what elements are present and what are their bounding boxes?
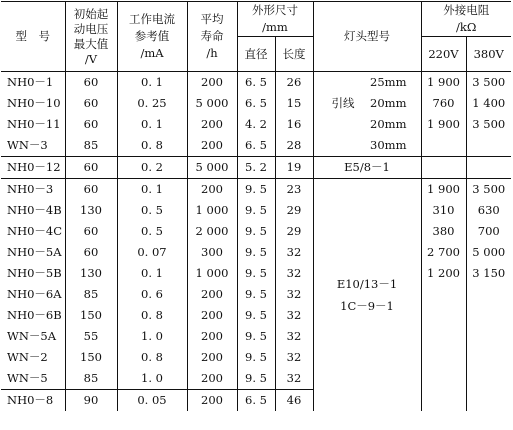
- cell-model: NH0－4B: [1, 200, 65, 221]
- header-resistor-l2: /kΩ: [456, 20, 477, 34]
- cell-voltage: 85: [65, 368, 117, 390]
- cell-current: 1. 0: [117, 326, 187, 347]
- cell-r380: [466, 305, 511, 326]
- cell-life: 200: [187, 347, 237, 368]
- cell-diameter: 9. 5: [237, 347, 275, 368]
- cell-lamp: 20mm: [313, 114, 421, 135]
- cell-r380: [466, 368, 511, 390]
- cell-r220: 2 700: [421, 242, 466, 263]
- cell-length: 28: [275, 135, 313, 157]
- header-dims: [237, 2, 313, 37]
- cell-current: 0. 1: [117, 72, 187, 94]
- cell-voltage: 55: [65, 326, 117, 347]
- cell-life: 200: [187, 390, 237, 412]
- cell-r220: [421, 390, 466, 412]
- table-row: [1, 305, 511, 326]
- cell-lamp: [313, 93, 421, 114]
- cell-current: 1. 0: [117, 368, 187, 390]
- cell-voltage: 60: [65, 72, 117, 94]
- cell-voltage: 60: [65, 157, 117, 179]
- cell-r220: 1 900: [421, 179, 466, 201]
- cell-lamp: E5/8－1: [313, 157, 421, 179]
- cell-lamp-group3: [313, 179, 421, 412]
- cell-model: NH0－3: [1, 179, 65, 201]
- cell-length: 32: [275, 284, 313, 305]
- cell-current: 0. 1: [117, 114, 187, 135]
- header-resistor: [421, 2, 511, 37]
- cell-current: 0. 6: [117, 284, 187, 305]
- cell-r220: [421, 347, 466, 368]
- header-dims-l1: 外形尺寸: [252, 3, 298, 17]
- cell-r380: 3 500: [472, 75, 506, 89]
- cell-voltage: 85: [65, 284, 117, 305]
- cell-life: 200: [187, 305, 237, 326]
- table-row: [1, 390, 511, 412]
- cell-diameter: 9. 5: [237, 242, 275, 263]
- cell-length: 46: [275, 390, 313, 412]
- cell-current: 0. 8: [117, 305, 187, 326]
- header-current-l1: 工作电流: [129, 12, 175, 26]
- cell-current: 0. 2: [117, 157, 187, 179]
- cell-life: 200: [187, 284, 237, 305]
- cell-model: NH0－1: [1, 72, 65, 94]
- header-current-l3: /mA: [140, 46, 164, 60]
- cell-voltage: 60: [65, 179, 117, 201]
- cell-current: 0. 8: [117, 135, 187, 157]
- cell-voltage: 60: [65, 114, 117, 135]
- header-life-l2: 寿命: [200, 29, 224, 43]
- cell-model: NH0－6B: [1, 305, 65, 326]
- cell-diameter: 9. 5: [237, 263, 275, 284]
- header-life-l1: 平均: [200, 12, 224, 26]
- cell-model: WN－3: [1, 135, 65, 157]
- cell-current: 0. 5: [117, 200, 187, 221]
- cell-diameter: 9. 5: [237, 305, 275, 326]
- header-diameter: 直径: [237, 37, 275, 72]
- cell-life: 2 000: [187, 221, 237, 242]
- cell-current: 0. 25: [117, 93, 187, 114]
- cell-diameter: 5. 2: [237, 157, 275, 179]
- cell-r380: 3 150: [472, 266, 506, 280]
- cell-length: 23: [275, 179, 313, 201]
- cell-voltage: 85: [65, 135, 117, 157]
- cell-model: NH0－12: [1, 157, 65, 179]
- cell-length: 32: [275, 305, 313, 326]
- cell-length: 15: [275, 93, 313, 114]
- cell-r220: [421, 284, 466, 305]
- cell-length: 32: [275, 368, 313, 390]
- cell-r380: 5 000: [472, 245, 506, 259]
- cell-r220: 1 900: [421, 72, 466, 94]
- cell-life: 200: [187, 368, 237, 390]
- cell-voltage: 60: [65, 221, 117, 242]
- cell-diameter: 9. 5: [237, 200, 275, 221]
- cell-r380: [466, 390, 511, 412]
- cell-model: NH0－5A: [1, 242, 65, 263]
- cell-r380: 3 500: [472, 117, 506, 131]
- cell-r220: 1 900: [421, 114, 466, 135]
- table-row: [1, 179, 511, 201]
- table-row: [1, 263, 511, 284]
- header-resistor-l1: 外接电阻: [443, 3, 490, 17]
- cell-life: 200: [187, 72, 237, 94]
- cell-length: 29: [275, 200, 313, 221]
- cell-lamp: 30mm: [313, 135, 421, 157]
- cell-r380: [466, 284, 511, 305]
- cell-life: 200: [187, 326, 237, 347]
- header-lamp-base: 灯头型号: [313, 2, 421, 72]
- cell-r380: [466, 347, 511, 368]
- cell-diameter: 6. 5: [237, 93, 275, 114]
- header-start-voltage: [65, 2, 117, 72]
- cell-r380: 700: [477, 224, 500, 238]
- cell-r380: 630: [477, 203, 500, 217]
- header-start-voltage-l4: /V: [84, 51, 98, 66]
- lead-label: 引线: [331, 96, 355, 110]
- cell-current: 0. 1: [117, 179, 187, 201]
- cell-diameter: 9. 5: [237, 221, 275, 242]
- cell-diameter: 9. 5: [237, 284, 275, 305]
- cell-length: 32: [275, 263, 313, 284]
- cell-life: 300: [187, 242, 237, 263]
- cell-r220: 1 200: [421, 263, 466, 284]
- lamp-base-e10: E10/13－1: [336, 277, 398, 291]
- cell-voltage: 150: [65, 305, 117, 326]
- cell-model: NH0－6A: [1, 284, 65, 305]
- header-row-1: [1, 2, 511, 37]
- cell-r220: 380: [421, 221, 466, 242]
- cell-r220: 760: [421, 93, 466, 114]
- cell-current: 0. 05: [117, 390, 187, 412]
- table-row: [1, 284, 511, 305]
- header-start-voltage-l3: 最大值: [73, 36, 109, 51]
- cell-length: 19: [275, 157, 313, 179]
- cell-diameter: 4. 2: [237, 114, 275, 135]
- cell-voltage: 130: [65, 200, 117, 221]
- cell-length: 32: [275, 242, 313, 263]
- cell-voltage: 60: [65, 242, 117, 263]
- table-row: [1, 72, 511, 94]
- header-current: [117, 2, 187, 72]
- cell-length: 32: [275, 326, 313, 347]
- header-model: 型 号: [1, 2, 65, 72]
- cell-life: 200: [187, 135, 237, 157]
- cell-life: 200: [187, 179, 237, 201]
- cell-life: 5 000: [187, 157, 237, 179]
- cell-current: 0. 5: [117, 221, 187, 242]
- table-row: [1, 326, 511, 347]
- table-row: [1, 200, 511, 221]
- cell-r220: [421, 135, 466, 157]
- cell-lamp: 25mm: [313, 72, 421, 94]
- table-row: [1, 347, 511, 368]
- cell-r220: [421, 157, 466, 179]
- cell-model: NH0－8: [1, 390, 65, 412]
- cell-r220: [421, 368, 466, 390]
- cell-voltage: 130: [65, 263, 117, 284]
- table-row: [1, 368, 511, 390]
- header-current-l2: 参考值: [134, 29, 170, 43]
- cell-length: 32: [275, 347, 313, 368]
- header-start-voltage-l2: 动电压: [73, 21, 109, 36]
- cell-length: 26: [275, 72, 313, 94]
- cell-r380: 1 400: [472, 96, 506, 110]
- spec-table: [1, 1, 511, 411]
- lamp-value: 20mm: [370, 96, 407, 110]
- cell-model: NH0－4C: [1, 221, 65, 242]
- cell-voltage: 60: [65, 93, 117, 114]
- cell-length: 29: [275, 221, 313, 242]
- cell-model: NH0－5B: [1, 263, 65, 284]
- cell-model: NH0－10: [1, 93, 65, 114]
- cell-current: 0. 1: [117, 263, 187, 284]
- cell-r220: [421, 326, 466, 347]
- cell-diameter: 6. 5: [237, 135, 275, 157]
- header-life: [187, 2, 237, 72]
- cell-diameter: 6. 5: [237, 72, 275, 94]
- table-row: [1, 114, 511, 135]
- cell-r220: 310: [421, 200, 466, 221]
- table-row: [1, 135, 511, 157]
- cell-r220: [421, 305, 466, 326]
- cell-current: 0. 8: [117, 347, 187, 368]
- cell-diameter: 6. 5: [237, 390, 275, 412]
- cell-voltage: 150: [65, 347, 117, 368]
- cell-r380: [466, 326, 511, 347]
- header-dims-l2: /mm: [262, 20, 288, 34]
- cell-diameter: 9. 5: [237, 326, 275, 347]
- header-380v: 380V: [466, 37, 511, 72]
- table-row: [1, 157, 511, 179]
- cell-length: 16: [275, 114, 313, 135]
- cell-model: WN－5: [1, 368, 65, 390]
- header-life-l3: /h: [206, 46, 218, 60]
- cell-voltage: 90: [65, 390, 117, 412]
- table-row: [1, 242, 511, 263]
- cell-model: WN－2: [1, 347, 65, 368]
- header-220v: 220V: [421, 37, 466, 72]
- cell-life: 5 000: [187, 93, 237, 114]
- table-row: [1, 221, 511, 242]
- cell-diameter: 9. 5: [237, 368, 275, 390]
- cell-life: 200: [187, 114, 237, 135]
- header-length: 长度: [275, 37, 313, 72]
- cell-diameter: 9. 5: [237, 179, 275, 201]
- cell-current: 0. 07: [117, 242, 187, 263]
- cell-model: NH0－11: [1, 114, 65, 135]
- cell-life: 1 000: [187, 200, 237, 221]
- header-start-voltage-l1: 初始起: [73, 6, 109, 21]
- cell-life: 1 000: [187, 263, 237, 284]
- cell-model: WN－5A: [1, 326, 65, 347]
- cell-r380: 3 500: [472, 182, 506, 196]
- cell-r380: [466, 157, 511, 179]
- lamp-base-1c: 1C－9－1: [340, 299, 394, 313]
- cell-r380: [466, 135, 511, 157]
- table-row: [1, 93, 511, 114]
